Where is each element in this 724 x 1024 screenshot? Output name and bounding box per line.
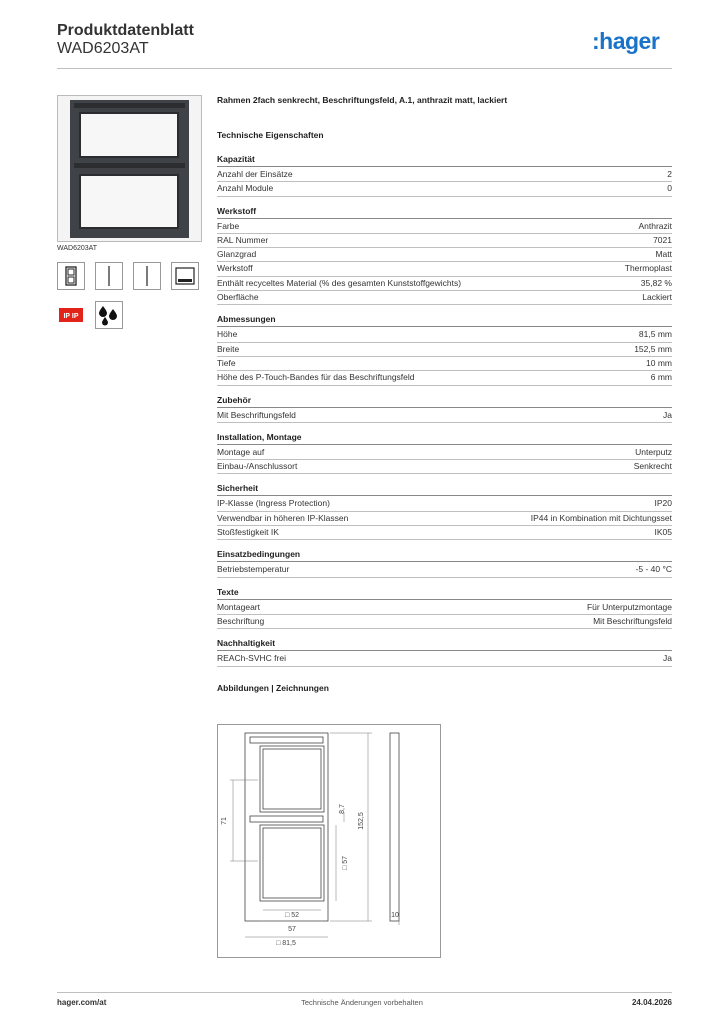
- spec-label: Betriebstemperatur: [217, 564, 290, 575]
- spec-row: [217, 182, 672, 196]
- spec-value: -5 - 40 °C: [635, 564, 672, 575]
- section-title: Installation, Montage: [217, 432, 672, 445]
- spec-label: Anzahl Module: [217, 183, 274, 194]
- spec-value: 2: [667, 169, 672, 179]
- spec-row: [217, 262, 672, 276]
- spec-label: Glanzgrad: [217, 249, 257, 260]
- footer-divider: [57, 992, 672, 993]
- vertical-line-icon: [95, 262, 123, 290]
- spec-row: [217, 409, 672, 423]
- section-title: Werkstoff: [217, 206, 672, 219]
- spec-value: IP44 in Kombination mit Dichtungsset: [530, 512, 672, 523]
- spec-row: [217, 526, 672, 540]
- document-title: Produktdatenblatt: [57, 22, 194, 39]
- spec-value: 35,82 %: [640, 277, 672, 288]
- drawings-heading: Abbildungen | Zeichnungen: [217, 682, 329, 693]
- spec-row: [217, 357, 672, 371]
- spec-value: 81,5 mm: [638, 329, 672, 340]
- section-title: Abmessungen: [217, 314, 672, 327]
- dim-81-5-square: □ 81,5: [276, 940, 296, 947]
- dim-8-7: 8,7: [339, 804, 346, 814]
- protection-icons: [57, 301, 123, 329]
- spec-value: Matt: [655, 249, 672, 260]
- spec-label: Oberfläche: [217, 292, 259, 303]
- spec-label: Beschriftung: [217, 615, 265, 626]
- spec-label: Anzahl der Einsätze: [217, 169, 293, 179]
- spec-row: [217, 371, 672, 385]
- spec-section: [217, 206, 672, 306]
- spec-label: IP-Klasse (Ingress Protection): [217, 498, 330, 509]
- spec-section: [217, 314, 672, 385]
- spec-row: [217, 248, 672, 262]
- spec-label: Werkstoff: [217, 263, 253, 274]
- section-title: Zubehör: [217, 395, 672, 408]
- spec-label: Montageart: [217, 601, 260, 612]
- dim-57: 57: [288, 926, 296, 933]
- spec-section: [217, 638, 672, 666]
- vertical-line-icon: [133, 262, 161, 290]
- spec-label: Farbe: [217, 220, 240, 231]
- spec-section: [217, 432, 672, 475]
- spec-value: Für Unterputzmontage: [586, 601, 672, 612]
- spec-row: [217, 220, 672, 234]
- spec-value: 6 mm: [650, 372, 672, 383]
- spec-value: 0: [667, 183, 672, 194]
- spec-row: [217, 446, 672, 460]
- spec-section: [217, 587, 672, 630]
- spec-row: [217, 234, 672, 248]
- spec-label: Breite: [217, 343, 240, 354]
- spec-row: [217, 601, 672, 615]
- spec-row: [217, 652, 672, 666]
- spec-content: [217, 95, 672, 693]
- spec-value: Mit Beschriftungsfeld: [593, 615, 672, 626]
- spec-value: Senkrecht: [633, 461, 672, 472]
- spec-label: RAL Nummer: [217, 234, 269, 245]
- hager-logo: :hager: [592, 28, 660, 54]
- ip-rating-icon: [57, 301, 85, 329]
- spec-label: Höhe des P-Touch-Bandes für das Beschriftungsfeld: [217, 372, 415, 383]
- spec-label: Stoßfestigkeit IK: [217, 527, 279, 538]
- section-title: Nachhaltigkeit: [217, 638, 672, 651]
- image-caption: WAD6203AT: [57, 245, 98, 252]
- footer-website: hager.com/at: [57, 998, 107, 1007]
- spec-row: [217, 563, 672, 577]
- spec-value: 10 mm: [646, 357, 672, 368]
- spec-row: [217, 460, 672, 474]
- footer-disclaimer: Technische Änderungen vorbehalten: [301, 998, 423, 1007]
- technical-properties-heading: Technische Eigenschaften: [217, 130, 324, 140]
- spec-label: Einbau-/Anschlussort: [217, 461, 298, 472]
- spec-value: Ja: [663, 653, 672, 664]
- spec-value: 7021: [653, 234, 672, 245]
- spec-row: [217, 343, 672, 357]
- spec-section: [217, 154, 672, 197]
- spec-section: [217, 395, 672, 423]
- feature-icons: [57, 262, 199, 290]
- spec-value: Anthrazit: [638, 220, 672, 231]
- dim-10: 10: [391, 912, 399, 919]
- technical-drawing: [217, 724, 441, 958]
- section-title: Einsatzbedingungen: [217, 549, 672, 562]
- dim-152-5: 152,5: [358, 812, 365, 830]
- spec-row: [217, 168, 672, 182]
- product-description: Rahmen 2fach senkrecht, Beschriftungsfeld, A.1, anthrazit matt, lackiert: [217, 95, 508, 105]
- spec-label: Enthält recyceltes Material (% des gesamten Kunststoffgewichts): [217, 277, 462, 288]
- ip-badge-text: IP IP: [63, 313, 79, 320]
- spec-row: [217, 291, 672, 305]
- spec-row: [217, 512, 672, 526]
- header-divider: [57, 68, 672, 69]
- spec-value: Unterputz: [635, 446, 672, 457]
- spec-row: [217, 328, 672, 342]
- spec-section: [217, 483, 672, 540]
- water-drops-icon: [95, 301, 123, 329]
- spec-row: [217, 277, 672, 291]
- spec-value: Lackiert: [642, 292, 672, 303]
- spec-value: IK05: [654, 527, 672, 538]
- dim-52-square: □ 52: [285, 912, 299, 919]
- spec-value: IP20: [654, 498, 672, 509]
- spec-label: REACh-SVHC frei: [217, 653, 286, 664]
- dim-57-square: □ 57: [342, 856, 349, 870]
- spec-sections: [217, 154, 672, 667]
- two-gang-frame-icon: [57, 262, 85, 290]
- section-title: Kapazität: [217, 154, 672, 167]
- dim-71: 71: [221, 817, 228, 825]
- spec-value: 152,5 mm: [634, 343, 672, 354]
- spec-label: Verwendbar in höheren IP-Klassen: [217, 512, 349, 523]
- spec-label: Höhe: [217, 329, 238, 340]
- section-title: Sicherheit: [217, 483, 672, 496]
- product-image: [57, 95, 202, 242]
- spec-label: Montage auf: [217, 446, 265, 457]
- spec-row: [217, 497, 672, 511]
- spec-value: Thermoplast: [624, 263, 672, 274]
- spec-value: Ja: [663, 409, 672, 420]
- footer-date: 24.04.2026: [631, 998, 672, 1007]
- label-field-icon: [171, 262, 199, 290]
- spec-label: Mit Beschriftungsfeld: [217, 409, 296, 420]
- product-sku: WAD6203AT: [57, 40, 149, 57]
- spec-section: [217, 549, 672, 577]
- spec-label: Tiefe: [217, 357, 236, 368]
- section-title: Texte: [217, 587, 672, 600]
- spec-row: [217, 615, 672, 629]
